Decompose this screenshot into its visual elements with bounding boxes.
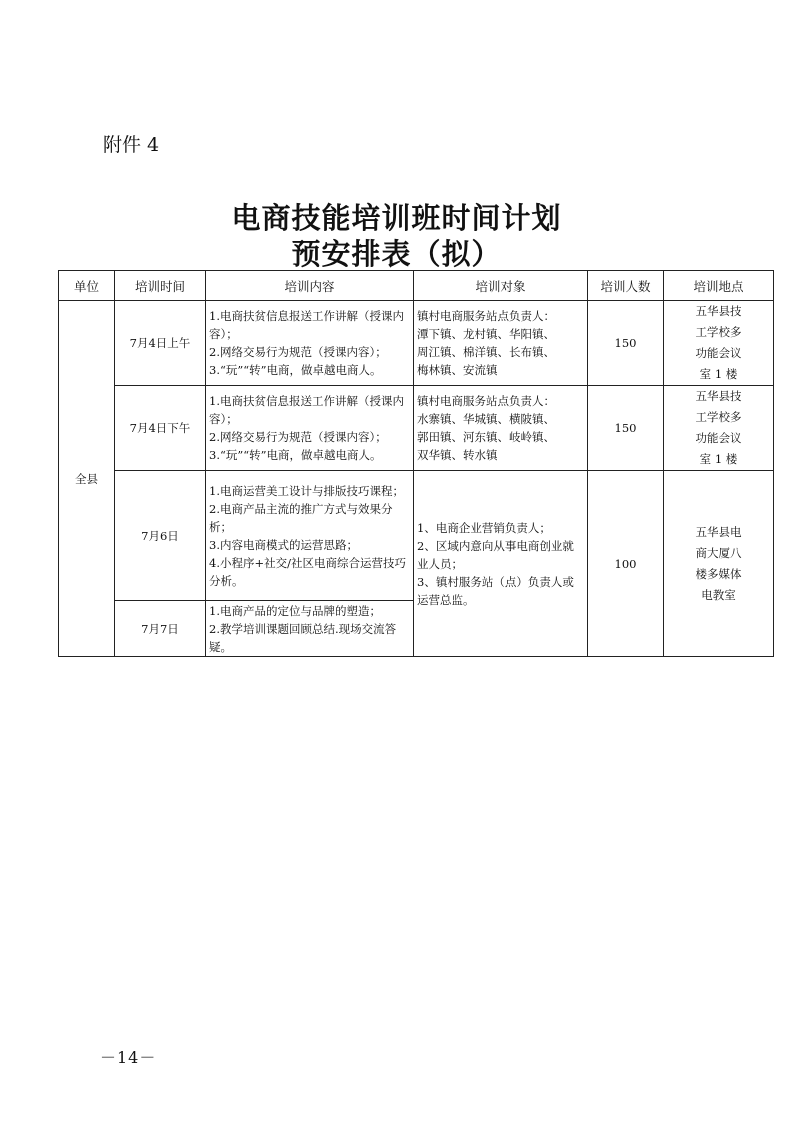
table-row [59,301,774,386]
place-cell: 五华县技 工学校多 功能会议 室 1 楼 [664,386,774,471]
header-unit: 单位 [59,271,115,301]
target-cell: 镇村电商服务站点负责人： 潭下镇、龙村镇、华阳镇、 周江镇、棉洋镇、长布镇、 梅林镇、安流镇 [414,301,588,386]
header-place: 培训地点 [664,271,774,301]
shared-place-cell: 五华县电 商大厦八 楼多媒体 电教室 [664,471,774,657]
shared-count-cell: 100 [588,471,664,657]
target-cell: 镇村电商服务站点负责人： 水寨镇、华城镇、横陂镇、 郭田镇、河东镇、岐岭镇、 双华镇、转水镇 [414,386,588,471]
unit-cell: 全县 [59,301,115,657]
count-cell: 150 [588,386,664,471]
header-time: 培训时间 [115,271,206,301]
header-target: 培训对象 [414,271,588,301]
content-cell: 1.电商运营美工设计与排版技巧课程； 2.电商产品主流的推广方式与效果分析； 3.内容电商模式的运营思路； 4.小程序+社交/社区电商综合运营技巧分析。 [206,471,414,601]
table-header-row [59,271,774,301]
table-row [59,386,774,471]
training-schedule-table [58,270,774,657]
document-title-line2: 预安排表（拟） [291,237,502,271]
table-row [59,471,774,601]
document-title-line1: 电商技能培训班时间计划 [231,201,562,235]
content-cell: 1.电商扶贫信息报送工作讲解（授课内容）； 2.网络交易行为规范（授课内容）； 3.“玩”“转”电商，做卓越电商人。 [206,386,414,471]
header-content: 培训内容 [206,271,414,301]
time-cell: 7月6日 [115,471,206,601]
time-cell: 7月7日 [115,601,206,657]
time-cell: 7月4日下午 [115,386,206,471]
count-cell: 150 [588,301,664,386]
time-cell: 7月4日上午 [115,301,206,386]
shared-target-cell: 1、电商企业营销负责人； 2、区域内意向从事电商创业就业人员； 3、镇村服务站（点）负责人或运营总监。 [414,471,588,657]
page-number: －14－ [100,1048,157,1067]
content-cell: 1.电商产品的定位与品牌的塑造； 2.教学培训课题回顾总结.现场交流答疑。 [206,601,414,657]
content-cell: 1.电商扶贫信息报送工作讲解（授课内容）； 2.网络交易行为规范（授课内容）； 3.“玩”“转”电商，做卓越电商人。 [206,301,414,386]
attachment-label: 附件 4 [103,134,160,156]
place-cell: 五华县技 工学校多 功能会议 室 1 楼 [664,301,774,386]
header-count: 培训人数 [588,271,664,301]
